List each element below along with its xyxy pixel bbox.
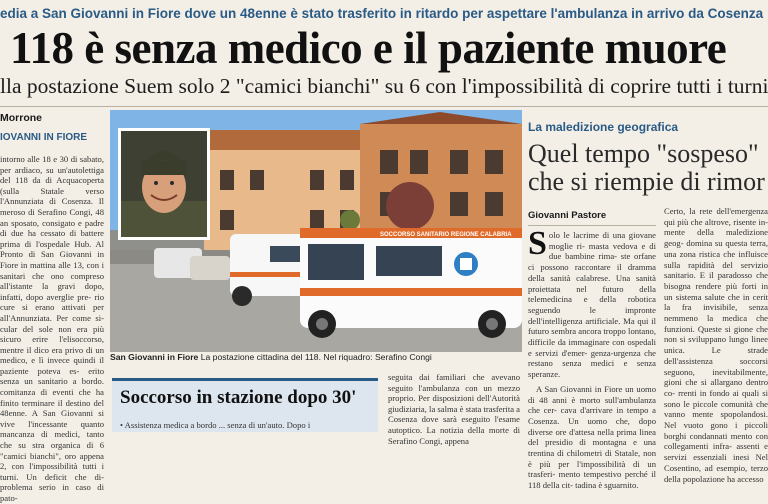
sidebar-box-title: Soccorso in stazione dopo 30' — [112, 378, 378, 418]
right-column-b: Certo, la rete dell'emergenza qui più che altrove, risente in- mente della maledizione geog- domina su questa terra, una zona ristica che influisce sulla rapidità del servizio sanitario. E il paradosso che bisogna rendere più forti in un sistema salute che in cerit la fra invisibile, senza nemmeno la medica che funzioni. Queste si gione che non si sviluppano lungo linee unica. Le strade dell'assistenza soccorsi seguono, inevitabilmente, gioni che si allargano dentro co- rrenti in fondo ai quali si sono le piccole comunità che vanno mente spopolandosi. Nel vuoto gono i piccoli borghi condannati mento con collegamenti infra- assenti e servizi essenziali inesi Nel Cosentino, ad esempio, terzo della popolazione ha accesso — [664, 206, 768, 484]
left-article-column — [0, 110, 104, 503]
ambulance-label: SOCCORSO SANITARIO REGIONE CALABRIA — [380, 232, 512, 238]
left-dateline: IOVANNI IN FIORE — [0, 132, 88, 143]
middle-body-text: seguita dai familiari che avevano seguito l'ambulanza con un mezzo proprio. Per disposizioni dell'Autorità giudiziaria, la salma è stata trasferita a Cosenza dove sarà eseguito l'esame autoptico. La notizia della morte di Serafino Congi, appena — [388, 372, 520, 446]
kicker-line: edia a San Giovanni in Fiore dove un 48enne è stato trasferito in ritardo per aspettare l'ambulanza in arrivo da Cosenza — [0, 6, 764, 21]
photo-caption — [110, 352, 522, 366]
caption-location: San Giovanni in Fiore — [110, 352, 199, 362]
right-paragraph-2: A San Giovanni in Fiore un uomo di 48 anni è morto sull'ambulanza che cer- cava d'arrivare in tempo a Cosenza. Un uomo che, dopo diverse ore d'attesa nella prima linea del presidio di montagna e una trentina di chilometri di Statale, non è più per l'impossibilità di un trasferi- mento tempestivo perché il 118 della cit- tadina è sguarnito. — [528, 383, 656, 491]
right-article-title — [528, 138, 768, 200]
right-column-a — [528, 225, 656, 491]
left-byline: Morrone — [0, 112, 42, 124]
right-article-column — [528, 110, 768, 491]
drop-cap: S — [528, 225, 547, 262]
inset-portrait — [118, 128, 210, 240]
news-photo — [110, 110, 522, 352]
section-label: La maledizione geografica — [528, 120, 679, 134]
headline: 118 è senza medico e il paziente muore — [10, 23, 727, 73]
sidebar-box-body: • Assistenza medica a bordo ... senza di un'auto. Dopo i — [112, 418, 378, 432]
right-title-line-1: Quel tempo "sospeso" — [528, 139, 759, 168]
subheadline: lla postazione Suem solo 2 "camici bianchi" su 6 con l'impossibilità di coprire tutti i turni — [0, 74, 768, 98]
right-author: Giovanni Pastore — [528, 210, 656, 226]
left-body-text: intorno alle 18 e 30 di sabato, per ardiaco, su un'autolettiga del 118 da di Acquacoperta (sulla Statale verso l'Annunziata di Cosenza. Il meroso di Serafino Congi, 48 an sposato, consigato e padre di due ha cessato di battere prima di l'ospedale Hub. Al Pronto di San Giovanni in Fiore in mattina alle 13, con i sanitari che ono compreso all'istante la gravi dopo, infatti, dopo averglie pre- rio cure si erano attivati per all'Annunziata. Per come si- cular del sole non era più sicuro erire l'elisoccorso, mentre il dico era privo di un medico, e lì invece quindi il paziente poteva es- erito senza un sanitario a bordo. comitanza di eventi che ha finito terminare il destino del 48enne. A San Giovanni si vive l'incessante quanto mancanza di medici, tanto che su stra organica di 6 "camici bianchi", oro appena 2, con l'impossibilità tutti i turni. Un deficit che di- problema serio in caso di pato- — [0, 154, 104, 503]
right-paragraph-1: olo le lacrime di una giovane moglie ri- masta vedova e di due bambine rima- ste orfane ci possono raccontare il dramma della sanità calabrese. Una sanità proiettata nel futuro della telemedicina e della robotica seguendo le impronte dell'intelligenza artificiale. Ma qui il futuro sembra ancora troppo lontano, difficile da immaginare con ospedali e servizi d'emer- genza-urgenza che restano senza medici e senza speranze. — [528, 230, 656, 380]
right-title-line-2: che si riempie di rimor — [528, 167, 765, 196]
caption-text: La postazione cittadina del 118. Nel riquadro: Serafino Congi — [200, 352, 432, 362]
divider — [0, 106, 768, 107]
